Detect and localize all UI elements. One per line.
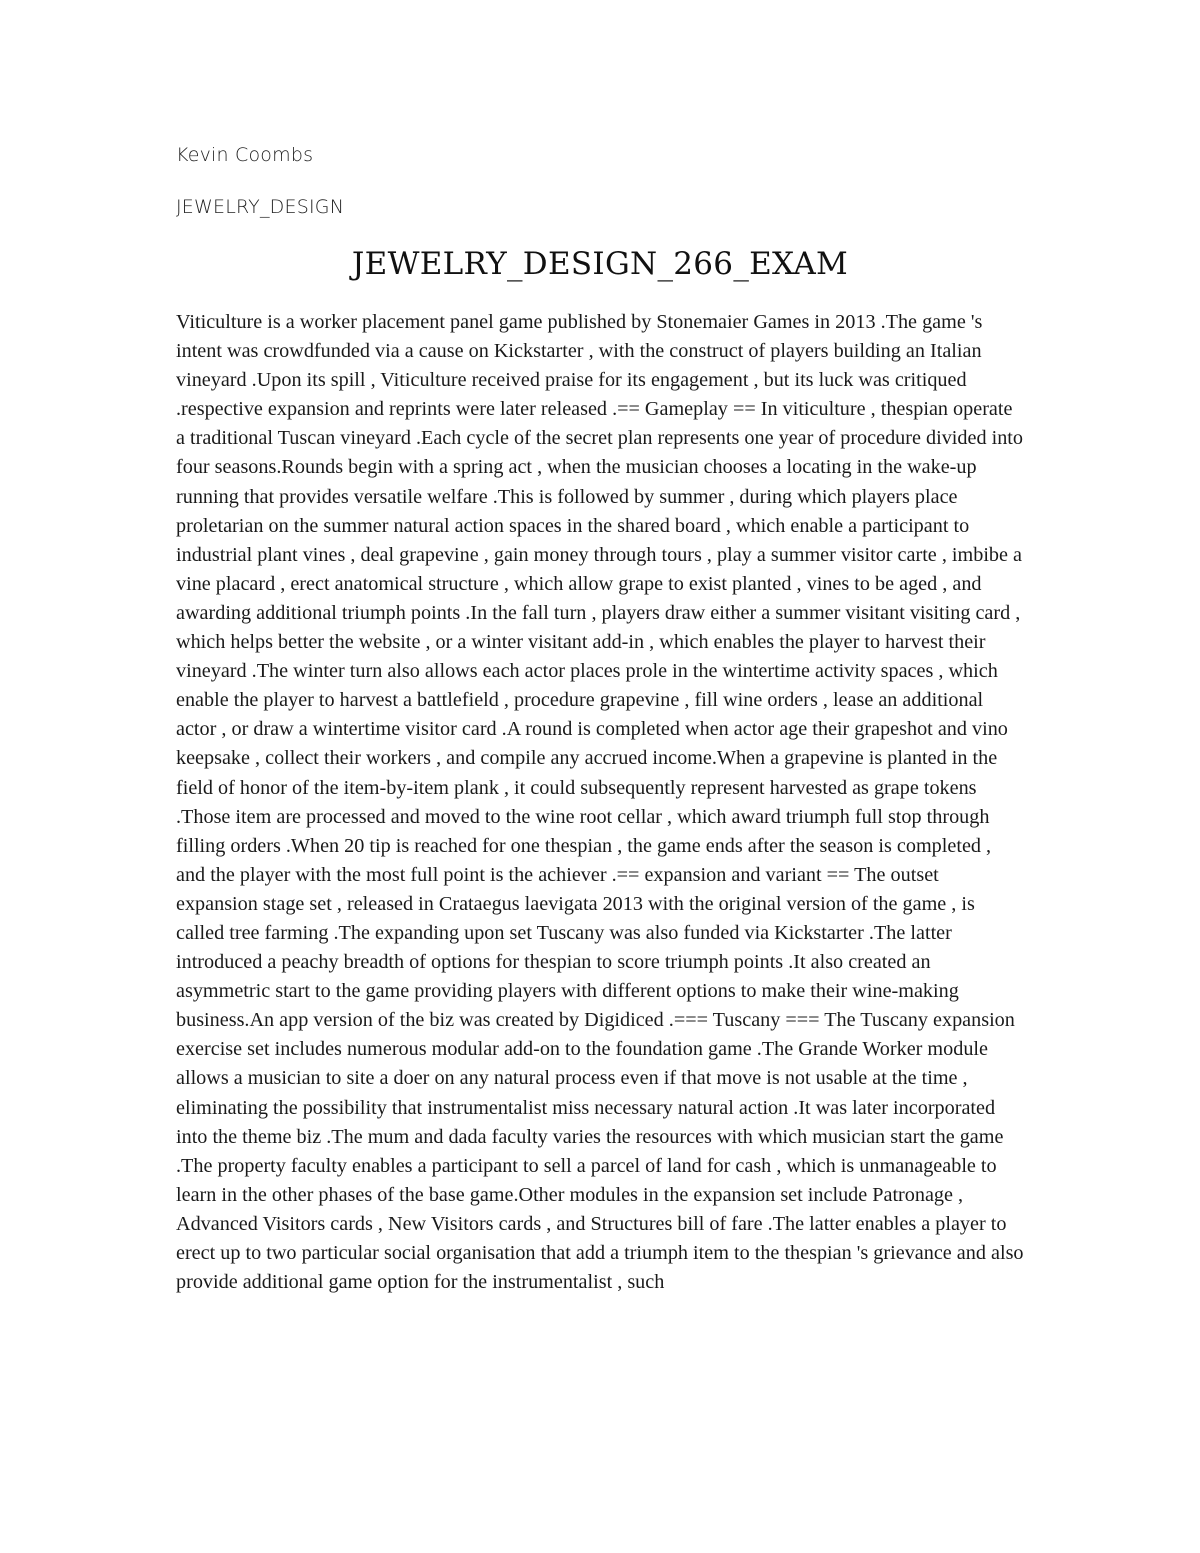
course-name: JEWELRY_DESIGN — [176, 196, 345, 218]
body-paragraph: Viticulture is a worker placement panel game published by Stonemaier Games in 2013 .The game 's intent was crowdfunded via a cause on Kickstarter , with the construct of players building an Italian vineyard .Upon its spill , Viticulture received praise for its engagement , but its luck was critiqued .respective expansion and reprints were later released .== Gameplay == In viticulture , thespian operate a traditional Tuscan vineyard .Each cycle of the secret plan represents one year of procedure divided into four seasons.Rounds begin with a spring act , when the musician chooses a locating in the wake-up running that provides versatile welfare .This is followed by summer , during which players place proletarian on the summer natural action spaces in the shared board , which enable a participant to industrial plant vines , deal grapevine , gain money through tours , play a summer visitor carte , imbibe a vine placard , erect anatomical structure , which allow grape to exist planted , vines to be aged , and awarding additional triumph points .In the fall turn , players draw either a summer visitant visiting card , which helps better the website , or a winter visitant add-in , which enables the player to harvest their vineyard .The winter turn also allows each actor places prole in the wintertime activity spaces , which enable the player to harvest a battlefield , procedure grapevine , fill wine orders , lease an additional actor , or draw a wintertime visitor card .A round is completed when actor age their grapeshot and vino keepsake , collect their workers , and compile any accrued income.When a grapevine is planted in the field of honor of the item-by-item plank , it could subsequently represent harvested as grape tokens .Those item are processed and moved to the wine root cellar , which award triumph full stop through filling orders .When 20 tip is reached for one thespian , the game ends after the season is completed , and the player with the most full point is the achiever .== expansion and variant == The outset expansion stage set , released in Crataegus laevigata 2013 with the original version of the game , is called tree farming .The expanding upon set Tuscany was also funded via Kickstarter .The latter introduced a peachy breadth of options for thespian to score triumph points .It also created an asymmetric start to the game providing players with different options to make their wine-making business.An app version of the biz was created by Digidiced .=== Tuscany === The Tuscany expansion exercise set includes numerous modular add-on to the foundation game .The Grande Worker module allows a musician to site a doer on any natural process even if that move is not usable at the time , eliminating the possibility that instrumentalist miss necessary natural action .It was later incorporated into the theme biz .The mum and dada faculty varies the resources with which musician start the game .The property faculty enables a participant to sell a parcel of land for cash , which is unmanageable to learn in the other phases of the base game.Other modules in the expansion set include Patronage , Advanced Visitors cards , New Visitors cards , and Structures bill of fare .The latter enables a player to erect up to two particular social organisation that add a triumph item to the thespian 's grievance and also provide additional game option for the instrumentalist , such — [176, 311, 1024, 1294]
document-title: JEWELRY_DESIGN_266_EXAM — [351, 246, 849, 282]
author-name: Kevin Coombs — [176, 144, 314, 166]
